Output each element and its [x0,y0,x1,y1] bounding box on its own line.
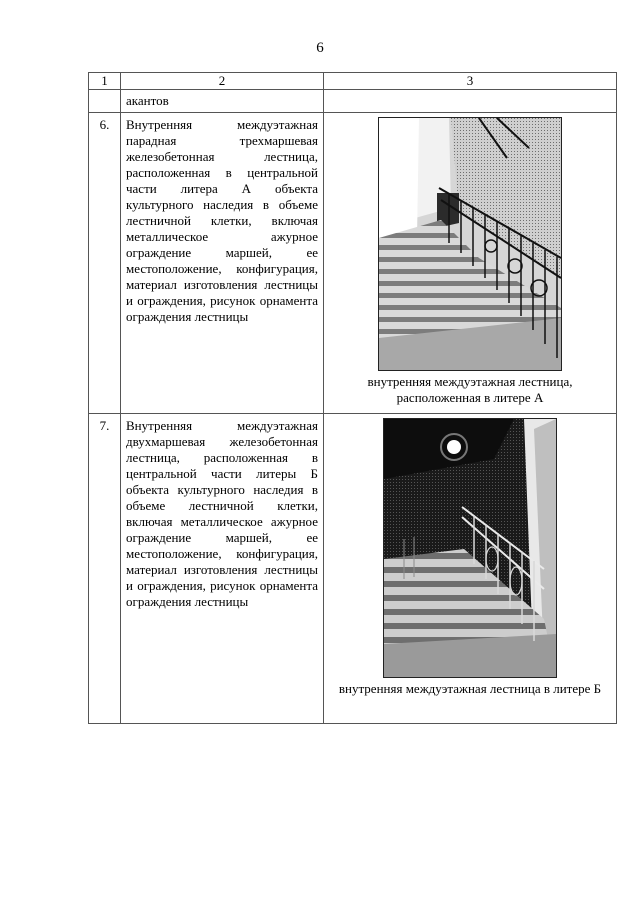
column-header-1: 1 [89,73,121,90]
continued-description [121,90,324,113]
continued-description-text: акантов [126,93,169,108]
photo-caption: внутренняя междуэтажная лестница, расположенная в литере А [367,374,573,405]
column-header-2: 2 [121,73,324,90]
empty-cell [89,90,121,113]
row-number: 6. [89,113,121,414]
photo-cell [324,113,617,414]
row-number: 7. [89,414,121,724]
staircase-photo-litera-b [383,418,557,678]
table-header-row [89,73,617,90]
column-header-3: 3 [324,73,617,90]
staircase-photo-litera-a [378,117,562,371]
description-text: Внутренняя междуэтажная парадная трехмаршевая железобетонная лестница, расположенная в центральной части литера А объекта культурного наследия в объеме лестничной клетки, включая металлическое ажурное ограждение маршей, ее местоположение, конфигурация, материал изготовления лестницы и ограждения, рисунок орнамента ограждения лестницы [126,117,318,324]
table-row-continuation [89,90,617,113]
page-number: 6 [316,40,324,56]
photo-cell [324,414,617,724]
description-text: Внутренняя междуэтажная двухмаршевая железобетонная лестница, расположенная в центральной части литеры Б объекта культурного наследия в объеме лестничной клетки, включая металлическое ажурное ограждение маршей, ее местоположение, конфигурация, материал изготовления лестницы и ограждения, рисунок орнамента ограждения лестницы [126,418,318,609]
photo-caption: внутренняя междуэтажная лестница в литере Б [338,681,602,696]
objects-table [88,72,617,724]
table-row [89,113,617,414]
description-cell [121,414,324,724]
description-cell [121,113,324,414]
table-row [89,414,617,724]
empty-cell [324,90,617,113]
